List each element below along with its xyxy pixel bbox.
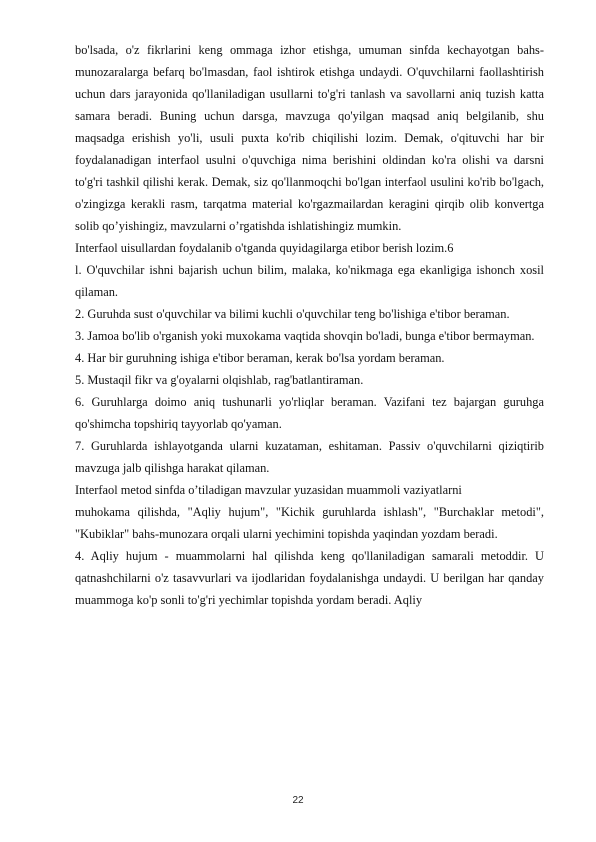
paragraph-brainstorm: 4. Aqliy hujum - muammolarni hal qilishda keng qo'llaniladigan samarali metoddir. U qatnashchilarni o'z tasavvurlari va ijodlaridan foydalanishga undaydi. U berilgan har qanday muammoga ko'p sonli to'g'ri yechimlar topishda yordam beradi. Aqliy (75, 549, 544, 607)
list-item-2: 2. Guruhda sust o'quvchilar va bilimi kuchli o'quvchilar teng bo'lishiga e'tibor beraman. (75, 307, 510, 321)
list-item-6: 6. Guruhlarga doimo aniq tushunarli yo'rliqlar beraman. Vazifani tez bajargan guruhga qo'shimcha topshiriq tayyorlab qo'yaman. (75, 395, 544, 431)
list-item-7: 7. Guruhlarda ishlayotganda ularni kuzataman, eshitaman. Passiv o'quvchilarni qiziqtirib mavzuga jalb qilishga harakat qilaman. (75, 439, 544, 475)
list-item-3: 3. Jamoa bo'lib o'rganish yoki muxokama vaqtida shovqin bo'ladi, bunga e'tibor bermayman. (75, 329, 535, 343)
paragraph-interactive-method: Interfaol metod sinfda o’tiladigan mavzular yuzasidan muammoli vaziyatlarni (75, 483, 462, 497)
list-item-1: l. O'quvchilar ishni bajarish uchun bilim, malaka, ko'nikmaga ega ekanligiga ishonch xosil qilaman. (75, 263, 544, 299)
page-body (75, 39, 544, 611)
paragraph-methods-list: muhokama qilishda, "Aqliy hujum", "Kichik guruhlarda ishlash", "Burchaklar metodi", "Kubiklar" bahs-munozara orqali ularni yechimini topishda yaqindan yozdam beradi. (75, 505, 544, 541)
page-number: 22 (292, 795, 304, 806)
list-item-5: 5. Mustaqil fikr va g'oyalarni olqishlab, rag'batlantiraman. (75, 373, 364, 387)
paragraph-rules-heading: Interfaol uisullardan foydalanib o'tganda quyidagilarga etibor berish lozim.6 (75, 241, 454, 255)
list-item-4: 4. Har bir guruhning ishiga e'tibor beraman, kerak bo'lsa yordam beraman. (75, 351, 445, 365)
paragraph-intro: bo'lsada, o'z fikrlarini keng ommaga izhor etishga, umuman sinfda kechayotgan bahs-munozaralarga befarq bo'lmasdan, faol ishtirok etishga undaydi. O'quvchilarni faollashtirish uchun dars jarayonida qo'llaniladigan usullarni to'g'ri tanlash va savollarni aniq tuzish katta samara beradi. Buning uchun darsga, mavzuga qo'yilgan maqsad aniq belgilanib, shu maqsadga erishish yo'li, usuli puxta ko'rib chiqilishi lozim. Demak, o'qituvchi har bir foydalanadigan interfaol usulni o'quvchiga nima berishini oldindan ko'ra olishi va darsni to'g'ri tashkil qilishi kerak. Demak, siz qo'llanmoqchi bo'lgan interfaol usulini ko'rib bo'lgach, o'zingizga kerakli rasm, tarqatma material ko'rgazmailardan keragini qirqib olib konvertga solib qo’yishingiz, mavzularni o’rgatishda ishlatishingiz mumkin. (75, 43, 544, 233)
